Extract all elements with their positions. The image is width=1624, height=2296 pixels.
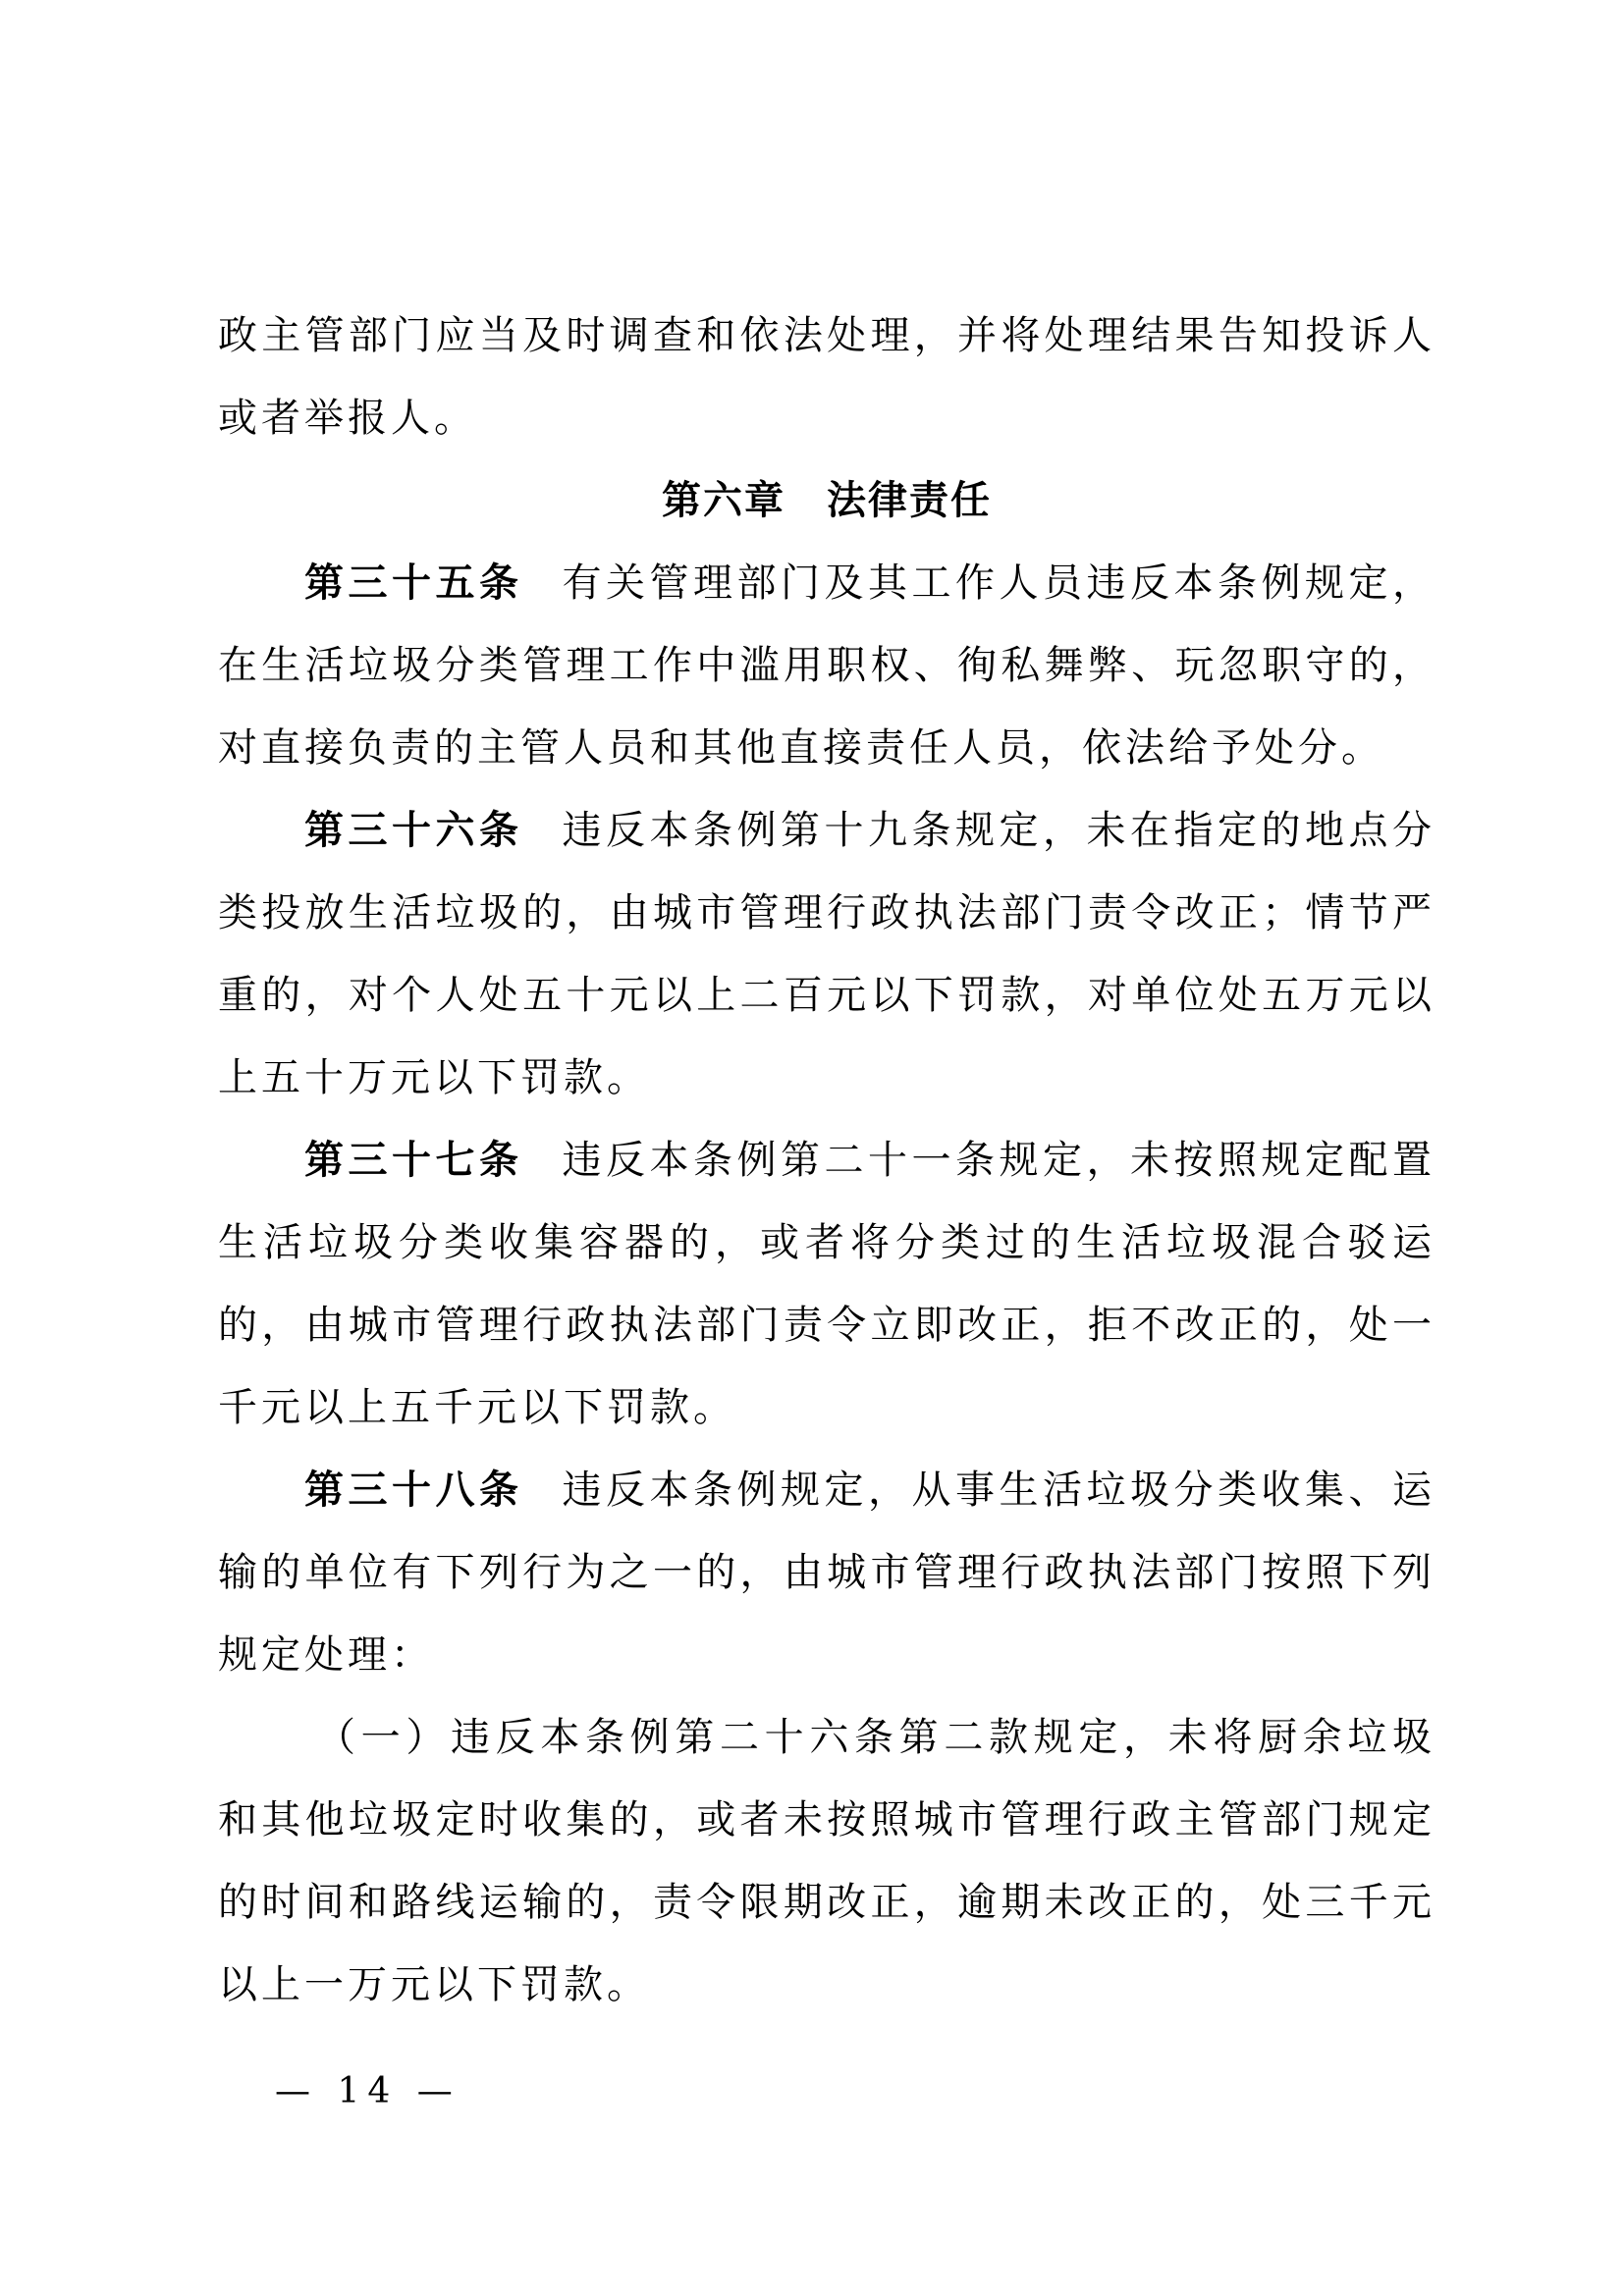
article-text: 有关管理部门及其工作人员违反本条例规定，在生活垃圾分类管理工作中滥用职权、徇私舞弊、玩忽职守的，对直接负责的主管人员和其他直接责任人员，依法给予处分。 xyxy=(218,561,1435,771)
article-37 xyxy=(218,1119,1435,1449)
article-36 xyxy=(218,789,1435,1119)
page-number: — 14 — xyxy=(275,2071,460,2111)
chapter-title: 第六章 法律责任 xyxy=(662,478,992,523)
article-text: 违反本条例第二十一条规定，未按照规定配置生活垃圾分类收集容器的，或者将分类过的生活垃圾混合驳运的，由城市管理行政执法部门责令立即改正，拒不改正的，处一千元以上五千元以下罚款。 xyxy=(218,1138,1435,1430)
article-text: 违反本条例规定，从事生活垃圾分类收集、运输的单位有下列行为之一的，由城市管理行政执法部门按照下列规定处理： xyxy=(218,1468,1435,1678)
article-38 xyxy=(218,1449,1435,1696)
article-label: 第三十八条 xyxy=(304,1468,523,1513)
article-label: 第三十七条 xyxy=(304,1138,523,1183)
article-label: 第三十六条 xyxy=(304,808,523,853)
article-35 xyxy=(218,542,1435,789)
article-label: 第三十五条 xyxy=(304,561,523,606)
document-page xyxy=(218,294,1435,2026)
continuation-paragraph: 政主管部门应当及时调查和依法处理，并将处理结果告知投诉人或者举报人。 xyxy=(218,313,1435,441)
article-text: 违反本条例第十九条规定，未在指定的地点分类投放生活垃圾的，由城市管理行政执法部门责令改正；情节严重的，对个人处五十元以上二百元以下罚款，对单位处五万元以上五十万元以下罚款。 xyxy=(218,808,1435,1100)
item-1: （一）违反本条例第二十六条第二款规定，未将厨余垃圾和其他垃圾定时收集的，或者未按照城市管理行政主管部门规定的时间和路线运输的，责令限期改正，逾期未改正的，处三千元以上一万元以下罚款。 xyxy=(218,1715,1435,2007)
